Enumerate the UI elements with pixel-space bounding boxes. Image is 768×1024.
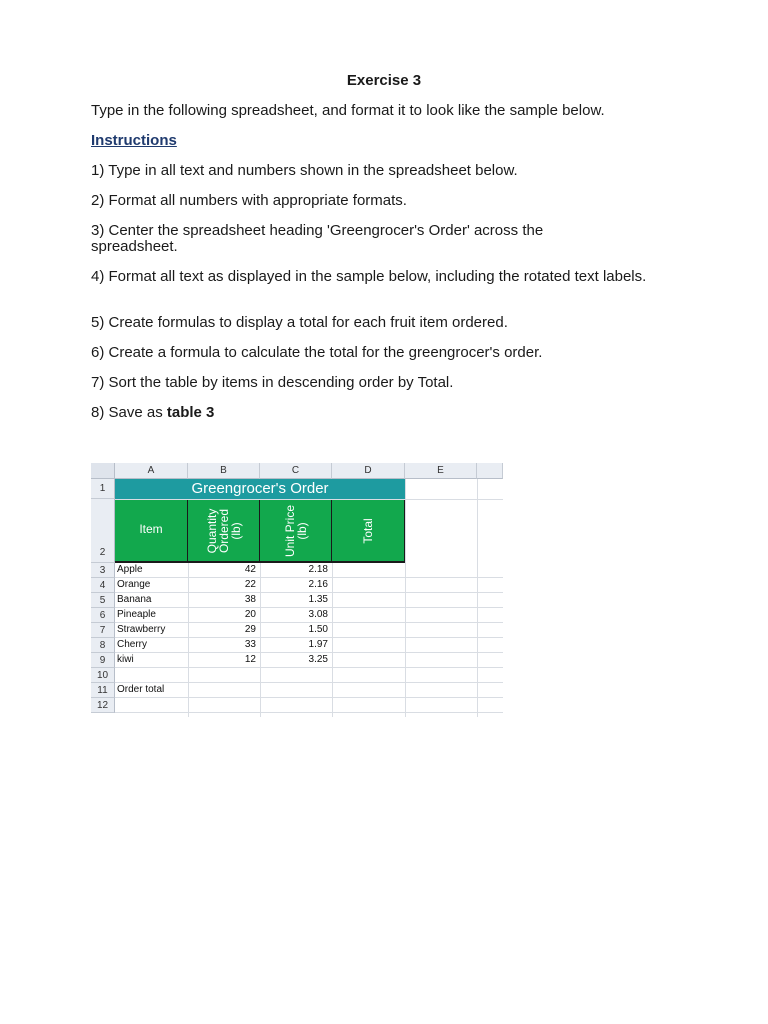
cell-item: Banana	[117, 594, 152, 605]
cell-unit-price: 1.35	[308, 594, 328, 605]
row-header-2: 2	[91, 499, 115, 563]
step-3: 3) Center the spreadsheet heading 'Greengrocer's Order' across the spreadsheet.	[91, 222, 544, 255]
row-header-11: 11	[91, 683, 115, 698]
cell-unit-price: 2.18	[308, 564, 328, 575]
row-header-5: 5	[91, 593, 115, 608]
row-header-4: 4	[91, 578, 115, 593]
intro-paragraph: Type in the following spreadsheet, and format it to look like the sample below.	[91, 102, 605, 119]
header-quantity-line3: (lb)	[228, 521, 243, 540]
header-total	[332, 500, 405, 561]
step-4: 4) Format all text as displayed in the sample below, including the rotated text labels.	[91, 268, 647, 285]
header-unit-price-label	[284, 504, 308, 556]
cell-unit-price: 1.50	[308, 624, 328, 635]
column-header-b: B	[188, 463, 260, 479]
save-name: table 3	[166, 404, 215, 421]
header-total-label: Total	[361, 517, 375, 544]
row-header-8: 8	[91, 638, 115, 653]
header-quantity-line1: Quantity	[204, 508, 219, 553]
cell-item: Orange	[117, 579, 151, 590]
cell-unit-price: 1.97	[308, 639, 328, 650]
step-6: 6) Create a formula to calculate the total for the greengrocer's order.	[91, 344, 543, 361]
header-unit-price	[260, 500, 332, 561]
column-header-blank	[477, 463, 503, 479]
cell-unit-price: 2.16	[308, 579, 328, 590]
document-title: Exercise 3	[346, 72, 422, 89]
cell-quantity: 29	[244, 624, 256, 635]
step-2: 2) Format all numbers with appropriate formats.	[91, 192, 407, 209]
cell-item: kiwi	[117, 654, 134, 665]
cell-unit-price: 3.08	[308, 609, 328, 620]
row-header-12: 12	[91, 698, 115, 713]
header-unit-price-line2: (lb)	[294, 521, 309, 540]
column-header-c: C	[260, 463, 332, 479]
row-header-7: 7	[91, 623, 115, 638]
row-header-1: 1	[91, 479, 115, 499]
header-unit-price-line1: Unit Price	[282, 504, 297, 557]
spreadsheet-image	[91, 463, 503, 717]
cell-quantity: 42	[244, 564, 256, 575]
cell-unit-price: 3.25	[308, 654, 328, 665]
row-header-6: 6	[91, 608, 115, 623]
cell-item: Cherry	[117, 639, 148, 650]
cell-item: Apple	[117, 564, 143, 575]
instructions-heading: Instructions	[91, 132, 177, 149]
cell-quantity: 22	[244, 579, 256, 590]
order-total-label: Order total	[117, 684, 165, 695]
header-item-label: Item	[139, 521, 163, 536]
cell-quantity: 38	[244, 594, 256, 605]
column-header-a: A	[115, 463, 188, 479]
cell-quantity: 20	[244, 609, 256, 620]
row-header-3: 3	[91, 563, 115, 578]
header-item	[115, 500, 188, 561]
cell-quantity: 33	[244, 639, 256, 650]
header-quantity-line2: Ordered	[216, 508, 231, 553]
header-quantity	[188, 500, 260, 561]
column-header-d: D	[332, 463, 405, 479]
step-7: 7) Sort the table by items in descending order by Total.	[91, 374, 454, 391]
save-prefix: 8) Save as	[91, 404, 167, 421]
cell-item: Strawberry	[117, 624, 166, 635]
cell-quantity: 12	[244, 654, 256, 665]
select-all-corner	[91, 463, 115, 479]
step-1: 1) Type in all text and numbers shown in the spreadsheet below.	[91, 162, 518, 179]
greengrocer-heading: Greengrocer's Order	[115, 479, 405, 499]
column-header-e: E	[405, 463, 477, 479]
step-5: 5) Create formulas to display a total for each fruit item ordered.	[91, 314, 508, 331]
header-quantity-label	[206, 508, 242, 553]
row-header-9: 9	[91, 653, 115, 668]
cell-item: Pineaple	[117, 609, 156, 620]
row-header-10: 10	[91, 668, 115, 683]
step-8	[91, 405, 691, 421]
